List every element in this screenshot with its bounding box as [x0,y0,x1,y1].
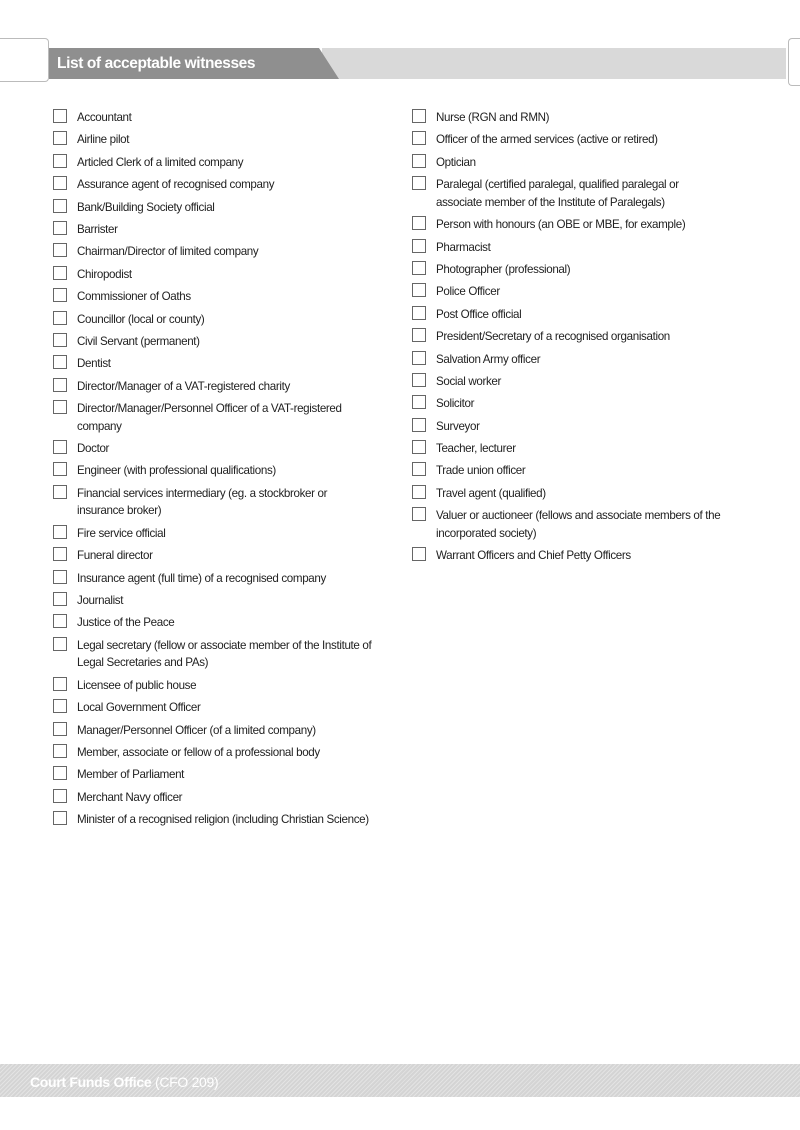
witness-checkbox[interactable] [53,637,67,651]
right-margin-tab [788,38,800,86]
witness-item [412,395,722,413]
witness-item [412,176,722,211]
witness-item [412,418,722,436]
footer-office: Court Funds Office [30,1074,152,1090]
witness-checkbox[interactable] [412,328,426,342]
witness-item [53,378,373,396]
witness-label: Trade union officer [436,464,526,478]
witness-checkbox[interactable] [53,400,67,414]
witness-item [412,547,722,565]
witness-label: Officer of the armed services (active or retired) [436,133,658,147]
witness-label: Travel agent (qualified) [436,486,546,500]
witness-label: President/Secretary of a recognised organisation [436,330,670,344]
witness-item [53,811,373,829]
witness-item [53,766,373,784]
witness-item [53,462,373,480]
witness-item [53,570,373,588]
witness-label: Dentist [77,357,111,371]
witness-item [412,462,722,480]
witness-checkbox[interactable] [53,440,67,454]
witness-label: Articled Clerk of a limited company [77,155,244,169]
witness-label: Commissioner of Oaths [77,290,191,304]
witness-checkbox[interactable] [53,744,67,758]
witness-item [412,440,722,458]
witness-item [53,109,373,127]
witness-checkbox[interactable] [412,283,426,297]
witness-label: Police Officer [436,285,500,299]
witness-label: Member, associate or fellow of a professional body [77,745,320,759]
witness-label: Chairman/Director of limited company [77,245,259,259]
witness-checkbox[interactable] [412,485,426,499]
witness-item [412,283,722,301]
witness-checkbox[interactable] [53,378,67,392]
witness-label: Chiropodist [77,267,132,281]
witness-item [53,637,373,672]
witness-item [412,109,722,127]
page-title: List of acceptable witnesses [57,55,256,72]
witness-label: Surveyor [436,419,480,433]
witness-checkbox[interactable] [53,199,67,213]
footer-text [30,1072,218,1092]
witness-checkbox[interactable] [53,699,67,713]
witness-item [53,400,373,435]
witness-label: Person with honours (an OBE or MBE, for example) [436,218,686,232]
witness-item [53,525,373,543]
witness-checkbox[interactable] [53,789,67,803]
witness-item [412,306,722,324]
witness-label: Director/Manager/Personnel Officer of a VAT-registered company [77,402,342,433]
witness-checkbox[interactable] [412,306,426,320]
witness-item [412,261,722,279]
witness-label: Post Office official [436,307,522,321]
witness-checkbox[interactable] [412,351,426,365]
witness-checkbox[interactable] [53,614,67,628]
witness-checkbox[interactable] [53,243,67,257]
witness-checkbox[interactable] [53,722,67,736]
witness-label: Warrant Officers and Chief Petty Officers [436,549,631,563]
witness-checkbox[interactable] [412,261,426,275]
witness-list-right [412,109,722,570]
footer-form-code: (CFO 209) [154,1074,219,1090]
witness-item [53,199,373,217]
header-band [322,48,786,79]
witness-label: Councillor (local or county) [77,312,205,326]
witness-checkbox[interactable] [53,355,67,369]
witness-item [53,311,373,329]
witness-label: Solicitor [436,397,475,411]
witness-checkbox[interactable] [53,485,67,499]
witness-label: Nurse (RGN and RMN) [436,111,550,124]
witness-checkbox[interactable] [53,592,67,606]
witness-label: Journalist [77,594,124,607]
witness-item [53,592,373,610]
witness-checkbox[interactable] [53,154,67,168]
witness-item [412,485,722,503]
witness-label: Optician [436,155,476,169]
witness-label: Manager/Personnel Officer (of a limited company) [77,723,316,737]
witness-checkbox[interactable] [53,462,67,476]
witness-item [53,744,373,762]
witness-checkbox[interactable] [412,507,426,521]
witness-checkbox[interactable] [53,109,67,123]
witness-checkbox[interactable] [53,311,67,325]
witness-checkbox[interactable] [53,221,67,235]
witness-checkbox[interactable] [412,239,426,253]
witness-checkbox[interactable] [412,373,426,387]
witness-label: Airline pilot [77,133,130,147]
witness-checkbox[interactable] [53,176,67,190]
witness-checkbox[interactable] [53,525,67,539]
witness-checkbox[interactable] [412,418,426,432]
witness-checkbox[interactable] [53,288,67,302]
witness-label: Photographer (professional) [436,262,571,276]
witness-item [53,547,373,565]
witness-label: Local Government Officer [77,701,201,715]
witness-item [412,351,722,369]
witness-checkbox[interactable] [412,176,426,190]
witness-label: Minister of a recognised religion (including Christian Science) [77,813,369,827]
witness-label: Licensee of public house [77,678,197,692]
witness-label: Engineer (with professional qualifications) [77,464,276,478]
witness-checkbox[interactable] [412,216,426,230]
witness-label: Assurance agent of recognised company [77,178,275,192]
witness-label: Paralegal (certified paralegal, qualified paralegal or associate member of the Institute of Paralegals) [436,178,679,209]
witness-label: Teacher, lecturer [436,442,516,456]
witness-label: Financial services intermediary (eg. a stockbroker or insurance broker) [77,486,328,518]
witness-label: Merchant Navy officer [77,790,183,804]
witness-label: Director/Manager of a VAT-registered charity [77,379,290,393]
witness-item [412,154,722,172]
witness-item [412,328,722,346]
witness-item [53,677,373,695]
witness-item [53,288,373,306]
witness-label: Bank/Building Society official [77,200,215,214]
witness-checkbox[interactable] [53,333,67,347]
witness-label: Civil Servant (permanent) [77,334,200,348]
witness-checkbox[interactable] [412,462,426,476]
witness-item [53,355,373,373]
witness-item [53,485,373,520]
witness-item [53,221,373,239]
witness-checkbox[interactable] [53,677,67,691]
witness-checkbox[interactable] [412,131,426,145]
witness-item [53,440,373,458]
witness-label: Barrister [77,222,118,236]
witness-list-left [53,109,373,834]
witness-item [53,266,373,284]
witness-label: Justice of the Peace [77,616,175,630]
witness-label: Funeral director [77,549,153,563]
witness-label: Member of Parliament [77,768,185,782]
witness-label: Salvation Army officer [436,352,541,366]
witness-label: Fire service official [77,526,166,540]
left-margin-tab [0,38,49,82]
witness-checkbox[interactable] [412,395,426,409]
witness-checkbox[interactable] [53,131,67,145]
witness-item [412,239,722,257]
witness-item [53,699,373,717]
witness-label: Pharmacist [436,240,491,254]
witness-label: Accountant [77,111,132,124]
witness-item [412,507,722,542]
witness-item [53,176,373,194]
witness-item [412,131,722,149]
witness-label: Legal secretary (fellow or associate member of the Institute of Legal Secretaries and PAs) [77,638,372,670]
witness-checkbox[interactable] [53,266,67,280]
witness-item [53,154,373,172]
witness-item [412,373,722,391]
witness-checkbox[interactable] [53,766,67,780]
witness-item [412,216,722,234]
witness-item [53,789,373,807]
witness-item [53,243,373,261]
witness-label: Social worker [436,374,502,388]
witness-label: Doctor [77,442,110,456]
witness-label: Valuer or auctioneer (fellows and associate members of the incorporated society) [436,509,721,540]
witness-item [53,614,373,632]
witness-checkbox[interactable] [412,109,426,123]
witness-item [53,131,373,149]
witness-checkbox[interactable] [53,570,67,584]
witness-checkbox[interactable] [53,811,67,825]
witness-checkbox[interactable] [412,440,426,454]
witness-label: Insurance agent (full time) of a recognised company [77,571,326,585]
witness-checkbox[interactable] [412,154,426,168]
witness-item [53,722,373,740]
witness-checkbox[interactable] [412,547,426,561]
witness-item [53,333,373,351]
witness-checkbox[interactable] [53,547,67,561]
